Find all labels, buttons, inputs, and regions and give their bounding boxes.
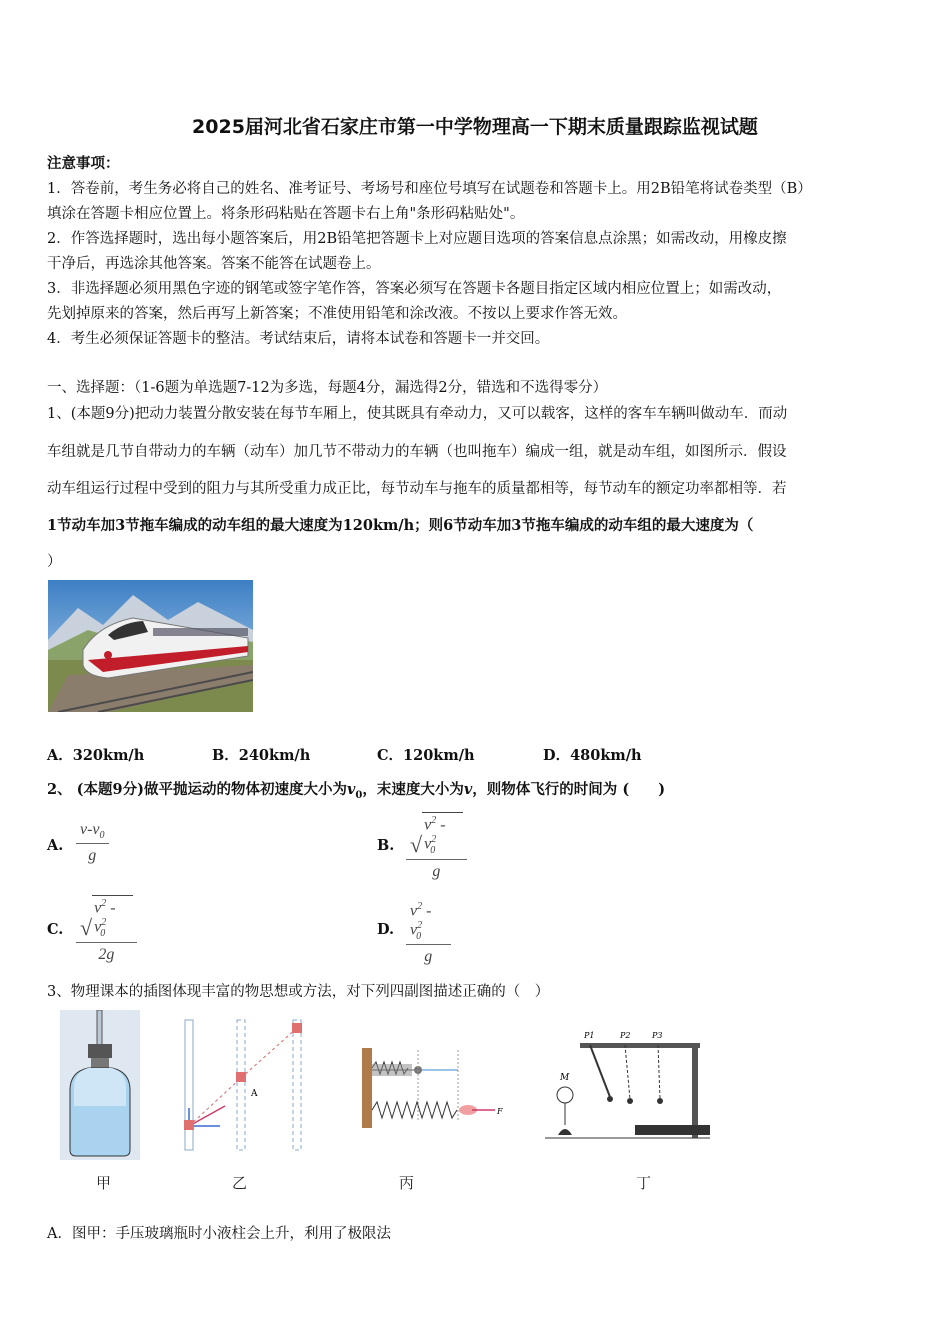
caption-jia: 甲 [96,1174,112,1192]
notice-line: 干净后，再选涂其他答案。答案不能答在试题卷上。 [47,256,381,272]
q1-line: 动车组运行过程中受到的阻力与其所受重力成正比，每节动车与拖车的质量都相等，每节动车的额定功率都相等．若 [47,481,787,497]
figure-label-p1: P1 [584,1031,595,1040]
pendulum-figure [540,1025,715,1145]
q3-stem: 3、物理课本的插图体现丰富的物思想或方法，对下列四副图描述正确的（ ） [47,984,550,1000]
notice-line: 填涂在答题卡相应位置上。将条形码粘贴在答题卡右上角"条形码粘贴处"。 [47,206,525,222]
figure-label-a: A [251,1089,258,1099]
notice-line: 2．作答选择题时，选出每小题答案后，用2B铅笔把答题卡上对应题目选项的答案信息点涂黑；如需改动，用橡皮擦 [47,231,787,247]
notice-line: 先划掉原来的答案，然后再写上新答案；不准使用铅笔和涂改液。不按以上要求作答无效。 [47,306,627,322]
q2-option-d-label[interactable]: D. [377,921,395,938]
notice-line: 1．答卷前，考生务必将自己的姓名、准考证号、考场号和座位号填写在试题卷和答题卡上。用2B铅笔将试卷类型（B） [47,181,812,197]
figure-label-m: M [560,1073,570,1083]
q1-line: 1、(本题9分)把动力装置分散安装在每节车厢上，使其既具有牵动力，又可以载客，这样的客车车辆叫做动车．而动 [47,406,788,422]
q1-line: ） [47,554,62,570]
q1-line: 1节动车加3节拖车编成的动车组的最大速度为120km/h；则6节动车加3节拖车编成的动车组的最大速度为（ [47,517,754,534]
notice-heading: 注意事项： [47,155,120,172]
notice-line: 4．考生必须保证答题卡的整洁。考试结束后，请将本试卷和答题卡一并交回。 [47,331,550,347]
q1-option-a[interactable]: A．320km/h [47,747,145,764]
train-image [48,580,253,712]
q1-option-b[interactable]: B．240km/h [212,747,311,764]
q1-option-d[interactable]: D．480km/h [543,747,642,764]
figure-label-f: F [497,1107,503,1116]
q2-option-c-label[interactable]: C. [47,921,64,938]
q2-stem: 2、 (本题9分)做平抛运动的物体初速度大小为$v_0$，末速度大小为v，则物体飞行的时间为 ( ) [47,781,666,801]
figure-label-p3: P3 [652,1031,663,1040]
light-clock-figure [180,1018,310,1158]
figure-label-p2: P2 [620,1031,631,1040]
caption-bing: 丙 [399,1174,415,1192]
bottle-figure [60,1010,140,1160]
caption-yi: 乙 [232,1174,248,1192]
q1-option-c[interactable]: C．120km/h [377,747,475,764]
q1-line: 车组就是几节自带动力的车辆（动车）加几节不带动力的车辆（也叫拖车）编成一组，就是动车组，如图所示．假设 [47,444,787,460]
spring-figure [360,1040,510,1135]
q2-option-c-formula[interactable]: √ $v^2 - v^2_0$ 2g [76,895,137,964]
q2-option-d-formula[interactable]: $\frac{v^2 - v^2_0}{g}$ [406,901,451,966]
caption-ding: 丁 [636,1174,652,1192]
q2-option-a-label[interactable]: A. [47,837,64,854]
notice-line: 3．非选择题必须用黑色字迹的钢笔或签字笔作答，答案必须写在答题卡各题目指定区域内相应位置上；如需改动， [47,281,782,297]
q2-option-b-label[interactable]: B. [377,837,395,854]
section-heading: 一、选择题：（1-6题为单选题7-12为多选，每题4分，漏选得2分，错选和不选得零分） [47,380,608,396]
q3-option-a[interactable]: A．图甲：手压玻璃瓶时小液柱会上升，利用了极限法 [47,1226,391,1242]
q2-option-a-formula[interactable]: $\frac{v-v_0}{g}$ [76,821,109,865]
page-title: 2025届河北省石家庄市第一中学物理高一下期末质量跟踪监视试题 [192,116,758,138]
q2-option-b-formula[interactable]: √ $v^2 - v^2_0$ g [406,812,467,881]
